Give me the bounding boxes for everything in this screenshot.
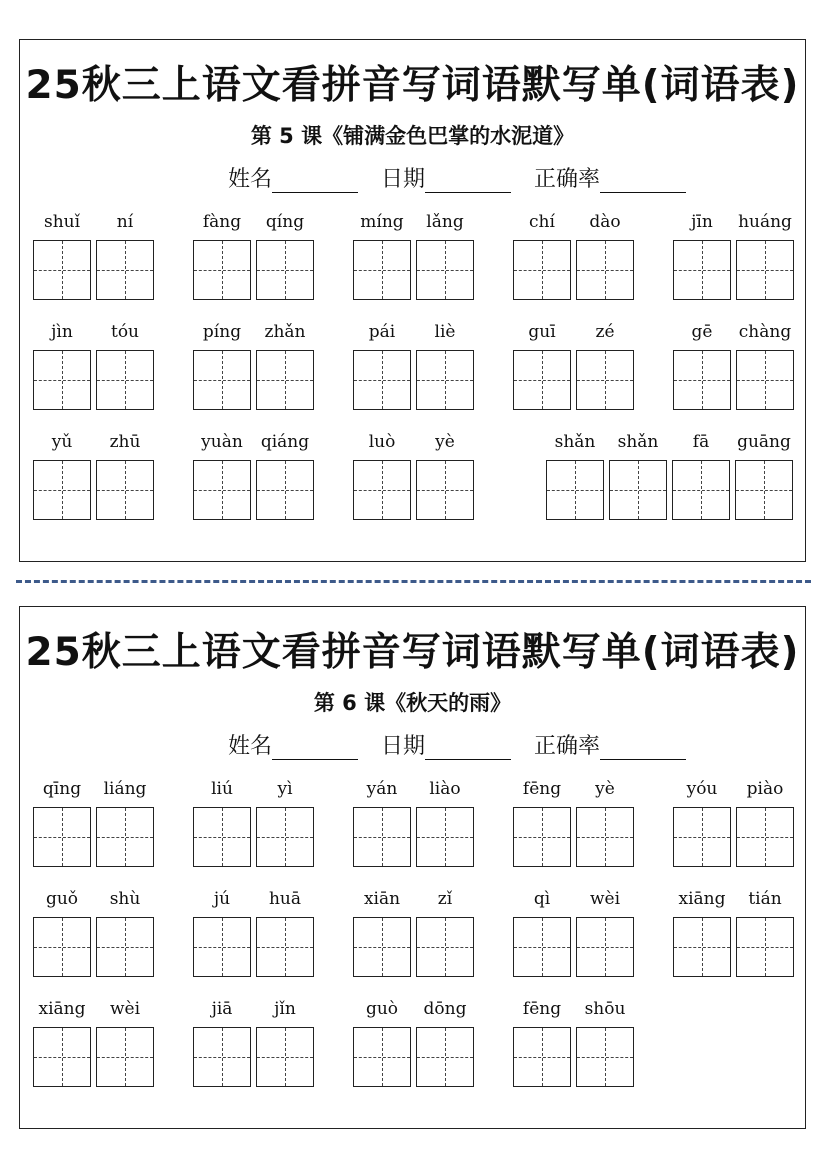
pinyin-label: xiān xyxy=(363,889,401,909)
writing-box[interactable] xyxy=(193,807,251,867)
pinyin-label: jǐn xyxy=(274,999,296,1019)
writing-box[interactable] xyxy=(353,240,411,300)
pinyin-label: luò xyxy=(368,432,396,452)
lesson-heading: 第 5 课《铺满金色巴掌的水泥道》 xyxy=(250,124,575,148)
writing-box[interactable] xyxy=(416,807,474,867)
writing-box[interactable] xyxy=(96,460,154,520)
pinyin-label: yán xyxy=(366,779,398,799)
name-label: 姓名 xyxy=(228,167,273,192)
writing-box[interactable] xyxy=(33,240,91,300)
writing-box[interactable] xyxy=(96,240,154,300)
writing-box[interactable] xyxy=(736,917,794,977)
pinyin-label: jú xyxy=(213,889,231,909)
pinyin-label: zhū xyxy=(109,432,141,452)
pinyin-label: guī xyxy=(528,322,556,342)
writing-box[interactable] xyxy=(416,460,474,520)
pinyin-label: pái xyxy=(368,322,396,342)
pinyin-label: liáng xyxy=(103,779,147,799)
pinyin-label: píng xyxy=(202,322,242,342)
pinyin-label: guāng xyxy=(737,432,791,452)
accuracy-label: 正确率 xyxy=(534,167,601,192)
writing-box[interactable] xyxy=(513,240,571,300)
writing-box[interactable] xyxy=(256,917,314,977)
writing-box[interactable] xyxy=(416,350,474,410)
pinyin-label: yǔ xyxy=(51,432,73,452)
pinyin-label: liào xyxy=(429,779,461,799)
writing-box[interactable] xyxy=(736,807,794,867)
pinyin-label: guǒ xyxy=(45,889,79,909)
pinyin-label: míng xyxy=(360,212,404,232)
pinyin-label: yè xyxy=(435,432,455,452)
pinyin-label: piào xyxy=(746,779,784,799)
pinyin-label: liú xyxy=(211,779,233,799)
writing-box[interactable] xyxy=(513,1027,571,1087)
pinyin-label: zhǎn xyxy=(264,322,306,342)
writing-box[interactable] xyxy=(673,350,731,410)
writing-box[interactable] xyxy=(576,350,634,410)
pinyin-label: shuǐ xyxy=(43,212,81,232)
pinyin-label: fàng xyxy=(202,212,242,232)
writing-box[interactable] xyxy=(256,1027,314,1087)
writing-box[interactable] xyxy=(256,240,314,300)
pinyin-label: dào xyxy=(589,212,621,232)
pinyin-label: shōu xyxy=(584,999,626,1019)
date-label: 日期 xyxy=(381,167,426,192)
writing-box[interactable] xyxy=(416,1027,474,1087)
writing-box[interactable] xyxy=(416,240,474,300)
writing-box[interactable] xyxy=(353,1027,411,1087)
pinyin-label: chí xyxy=(529,212,555,232)
writing-box[interactable] xyxy=(576,240,634,300)
writing-box[interactable] xyxy=(256,350,314,410)
pinyin-label: jīn xyxy=(691,212,713,232)
writing-box[interactable] xyxy=(96,350,154,410)
pinyin-label: huā xyxy=(268,889,302,909)
pinyin-label: zǐ xyxy=(437,889,453,909)
writing-box[interactable] xyxy=(513,807,571,867)
writing-box[interactable] xyxy=(353,807,411,867)
pinyin-label: yè xyxy=(595,779,615,799)
writing-box[interactable] xyxy=(513,350,571,410)
pinyin-label: gē xyxy=(691,322,713,342)
accuracy-blank[interactable] xyxy=(600,741,686,760)
pinyin-label: huáng xyxy=(738,212,792,232)
pinyin-label: jiā xyxy=(211,999,233,1019)
writing-box[interactable] xyxy=(673,807,731,867)
pinyin-label: qíng xyxy=(265,212,305,232)
lesson-heading: 第 6 课《秋天的雨》 xyxy=(313,691,512,715)
writing-box[interactable] xyxy=(33,807,91,867)
pinyin-label: zé xyxy=(595,322,615,342)
worksheet-lesson-6 xyxy=(19,606,806,1129)
writing-box[interactable] xyxy=(193,240,251,300)
writing-box[interactable] xyxy=(673,240,731,300)
name-blank[interactable] xyxy=(272,174,358,193)
pinyin-label: shǎn xyxy=(554,432,596,452)
writing-box[interactable] xyxy=(576,917,634,977)
pinyin-label: tián xyxy=(748,889,782,909)
worksheet-lesson-5 xyxy=(19,39,806,562)
writing-box[interactable] xyxy=(96,1027,154,1087)
writing-box[interactable] xyxy=(193,350,251,410)
accuracy-blank[interactable] xyxy=(600,174,686,193)
pinyin-label: fēng xyxy=(522,779,562,799)
pinyin-label: qiáng xyxy=(260,432,310,452)
writing-box[interactable] xyxy=(193,460,251,520)
writing-box[interactable] xyxy=(736,350,794,410)
pinyin-label: shù xyxy=(109,889,141,909)
writing-box[interactable] xyxy=(193,1027,251,1087)
writing-box[interactable] xyxy=(353,917,411,977)
pinyin-label: liè xyxy=(434,322,456,342)
accuracy-label: 正确率 xyxy=(534,734,601,759)
writing-box[interactable] xyxy=(96,917,154,977)
pinyin-label: wèi xyxy=(109,999,141,1019)
date-blank[interactable] xyxy=(425,741,511,760)
pinyin-label: tóu xyxy=(110,322,139,342)
name-blank[interactable] xyxy=(272,741,358,760)
writing-box[interactable] xyxy=(673,917,731,977)
pinyin-label: qì xyxy=(533,889,551,909)
pinyin-label: xiāng xyxy=(38,999,86,1019)
pinyin-label: yuàn xyxy=(201,432,243,452)
student-info-line xyxy=(228,162,702,193)
pinyin-label: ní xyxy=(116,212,134,232)
pinyin-label: fēng xyxy=(522,999,562,1019)
writing-box[interactable] xyxy=(353,460,411,520)
pinyin-label: guò xyxy=(365,999,399,1019)
writing-box[interactable] xyxy=(256,460,314,520)
writing-box[interactable] xyxy=(33,917,91,977)
writing-box[interactable] xyxy=(672,460,730,520)
writing-box[interactable] xyxy=(33,350,91,410)
writing-box[interactable] xyxy=(576,807,634,867)
pinyin-label: jìn xyxy=(51,322,73,342)
pinyin-label: fā xyxy=(692,432,710,452)
writing-box[interactable] xyxy=(513,917,571,977)
date-blank[interactable] xyxy=(425,174,511,193)
pinyin-label: chàng xyxy=(738,322,792,342)
pinyin-label: yóu xyxy=(686,779,718,799)
writing-box[interactable] xyxy=(576,1027,634,1087)
pinyin-label: shǎn xyxy=(617,432,659,452)
worksheet-title: 25秋三上语文看拼音写词语默写单(词语表) xyxy=(25,63,800,108)
writing-box[interactable] xyxy=(33,460,91,520)
pinyin-label: yì xyxy=(277,779,293,799)
writing-box[interactable] xyxy=(546,460,604,520)
writing-box[interactable] xyxy=(256,807,314,867)
student-info-line xyxy=(228,729,702,760)
writing-box[interactable] xyxy=(736,240,794,300)
pinyin-label: qīng xyxy=(42,779,82,799)
worksheet-title: 25秋三上语文看拼音写词语默写单(词语表) xyxy=(25,630,800,675)
pinyin-label: wèi xyxy=(589,889,621,909)
cut-line-divider xyxy=(16,580,811,583)
date-label: 日期 xyxy=(381,734,426,759)
writing-box[interactable] xyxy=(609,460,667,520)
writing-box[interactable] xyxy=(33,1027,91,1087)
writing-box[interactable] xyxy=(193,917,251,977)
name-label: 姓名 xyxy=(228,734,273,759)
writing-box[interactable] xyxy=(353,350,411,410)
writing-box[interactable] xyxy=(735,460,793,520)
pinyin-label: lǎng xyxy=(426,212,464,232)
writing-box[interactable] xyxy=(96,807,154,867)
pinyin-label: dōng xyxy=(423,999,467,1019)
writing-box[interactable] xyxy=(416,917,474,977)
pinyin-label: xiāng xyxy=(678,889,726,909)
